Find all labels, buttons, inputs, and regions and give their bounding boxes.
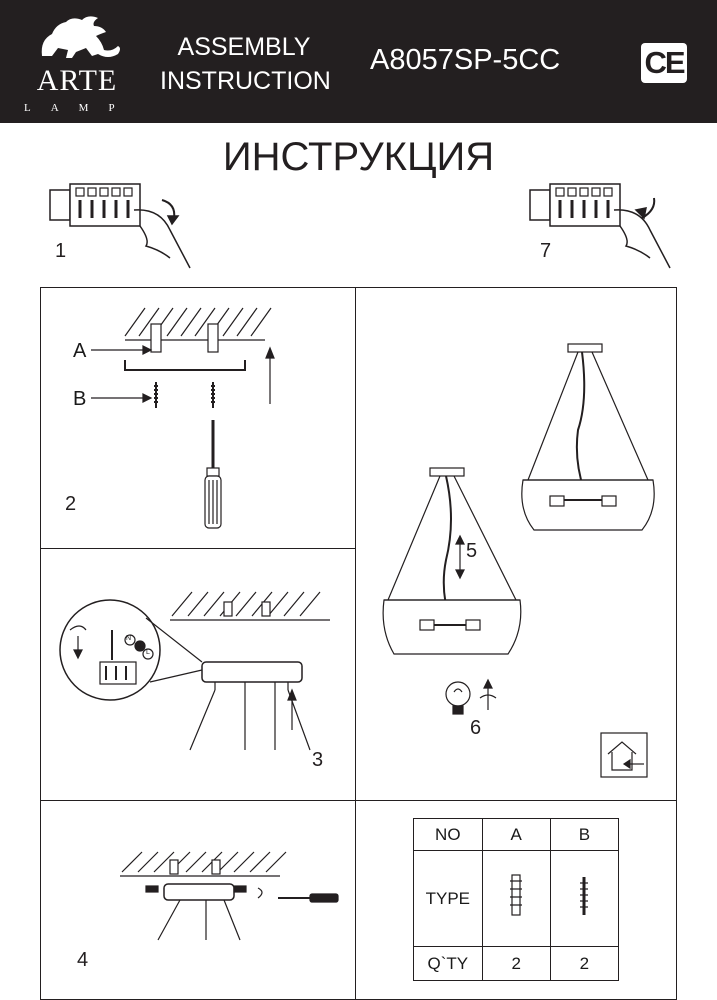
wiring-connection-diagram: [50, 570, 350, 790]
doc-type: [160, 30, 331, 98]
step-7-number: 7: [540, 240, 552, 262]
step-1-number: 1: [55, 240, 67, 262]
parts-qty-row: [414, 947, 619, 981]
parts-type-label: TYPE: [414, 851, 483, 947]
light-bulb-icon: [444, 676, 504, 716]
model-number: A8057SP-5CC: [370, 44, 561, 76]
step-3-number: 3: [312, 749, 324, 771]
parts-header-a: A: [482, 819, 550, 851]
wire-l-label: L: [146, 649, 150, 656]
griffin-logo-icon: [22, 12, 132, 62]
step-5-number: 5: [466, 540, 478, 562]
part-a-image-cell: [482, 851, 550, 947]
terminal-block-step7-icon: [530, 180, 670, 280]
brand-subtitle: LAMP: [24, 102, 135, 114]
brand-name: ARTE: [36, 64, 118, 97]
doc-type-line1: ASSEMBLY: [177, 33, 311, 61]
terminal-block-step1-icon: [50, 180, 190, 280]
ceiling-mount-diagram: [55, 300, 355, 540]
wire-n-label: N: [126, 635, 132, 642]
ce-mark: CE: [641, 43, 687, 83]
parts-table: [413, 818, 619, 981]
wire-earth-label: ⏚: [137, 643, 144, 650]
header-bar: [0, 0, 717, 123]
part-b-label: B: [73, 388, 87, 410]
parts-header-b: B: [550, 819, 618, 851]
doc-type-line2: INSTRUCTION: [160, 67, 331, 95]
page-title: ИНСТРУКЦИЯ: [222, 135, 495, 179]
brand-logo: [22, 12, 135, 117]
wall-plug-icon: [506, 873, 526, 919]
parts-qty-a: 2: [482, 947, 550, 981]
canopy-fixing-diagram: [100, 840, 360, 960]
pendant-lamp-raised: [518, 340, 668, 540]
pendant-lamp-lowered: [380, 460, 540, 680]
parts-type-row: [414, 851, 619, 947]
screw-icon: [574, 873, 594, 919]
parts-qty-label: Q`TY: [414, 947, 483, 981]
step-6-number: 6: [470, 717, 482, 739]
indoor-use-icon: [600, 732, 648, 778]
part-b-image-cell: [550, 851, 618, 947]
parts-qty-b: 2: [550, 947, 618, 981]
parts-table-header: [414, 819, 619, 851]
step-2-number: 2: [65, 493, 77, 515]
step-4-number: 4: [77, 949, 89, 971]
parts-header-no: NO: [414, 819, 483, 851]
part-a-label: A: [73, 340, 87, 362]
